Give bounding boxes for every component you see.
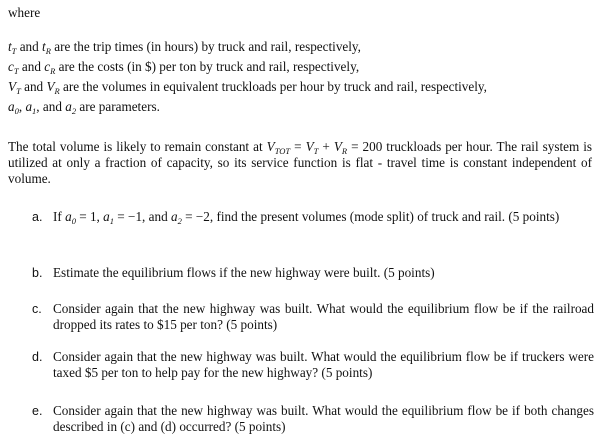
question-text: Consider again that the new highway was built. What would the equilibrium flow be if the railroad dropped its rates to $15 per ton? (5 points) xyxy=(53,301,594,332)
definition-volumes: $V_T$ and $V_R$ are the volumes in equivalent truckloads per hour by truck and rail, respectively, xyxy=(8,79,487,96)
question-text: Consider again that the new highway was built. What would the equilibrium flow be if truckers were taxed $5 per ton to help pay for the new highway? (5 points) xyxy=(53,349,594,380)
question-text: Consider again that the new highway was built. What would the equilibrium flow be if both changes described in (c) and (d) occurred? (5 points) xyxy=(53,403,594,434)
where-heading: where xyxy=(8,5,41,20)
question-text: If $a_0 = 1$, $a_1 = -1$, and $a_2 = -2$, find the present volumes (mode split) of truck and rail. (5 points) xyxy=(53,209,560,226)
question-a xyxy=(32,209,594,225)
question-d xyxy=(32,349,594,381)
question-label: d. xyxy=(32,350,43,364)
question-b xyxy=(32,265,594,281)
definition-trip-times: $t_T$ and $t_R$ are the trip times (in hours) by truck and rail, respectively, xyxy=(8,39,361,56)
question-e xyxy=(32,403,594,435)
question-label: b. xyxy=(32,266,43,280)
definition-parameters: $a_0$, $a_1$, and $a_2$ are parameters. xyxy=(8,99,160,116)
question-label: a. xyxy=(32,210,43,224)
definition-costs: $c_T$ and $c_R$ are the costs (in $) per ton by truck and rail, respectively, xyxy=(8,59,360,76)
question-text: Estimate the equilibrium flows if the new highway were built. (5 points) xyxy=(53,265,435,280)
question-c xyxy=(32,301,594,333)
question-label: c. xyxy=(32,302,42,316)
question-label: e. xyxy=(32,404,43,418)
volume-paragraph: The total volume is likely to remain constant at $V_{TOT} = V_T + V_R = 200$ truckloads per hour. The rail system is utilized at only a fraction of capacity, so its service function is flat - travel time is constant independent of volume. xyxy=(8,139,593,186)
